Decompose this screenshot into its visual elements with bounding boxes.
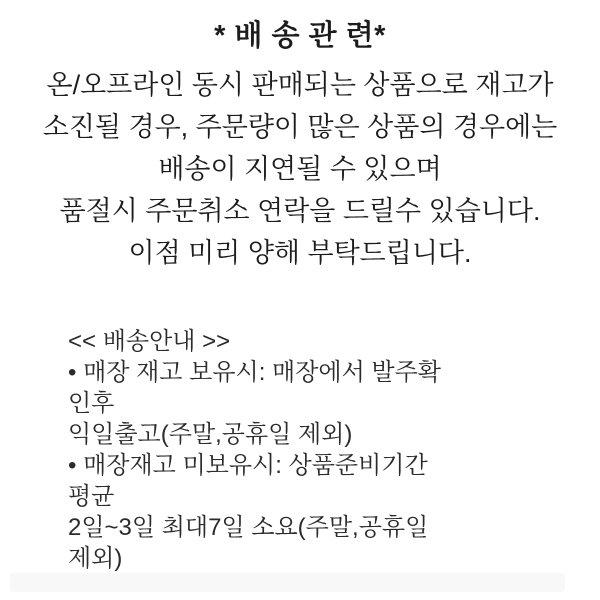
shipping-guide-section xyxy=(0,326,600,574)
notice-line: 온/오프라인 동시 판매되는 상품으로 재고가 xyxy=(46,70,554,100)
guide-line: 인후 xyxy=(68,390,115,417)
guide-line: 제외) xyxy=(68,545,123,572)
guide-line: • 매장재고 미보유시: 상품준비기간 xyxy=(68,452,428,479)
guide-line: 2일~3일 최대7일 소요(주말,공휴일 xyxy=(68,514,429,541)
notice-title: * 배 송 관 련* xyxy=(214,20,386,52)
shipping-notice-section xyxy=(0,0,600,274)
notice-line: 소진될 경우, 주문량이 많은 상품의 경우에는 xyxy=(42,112,558,142)
notice-line: 품절시 주문취소 연락을 드릴수 있습니다. xyxy=(59,196,541,226)
notice-line: 이점 미리 양해 부탁드립니다. xyxy=(128,238,472,268)
guide-line: • 매장 재고 보유시: 매장에서 발주확 xyxy=(68,359,441,386)
notice-body xyxy=(0,64,600,274)
notice-line: 배송이 지연될 수 있으며 xyxy=(158,154,442,184)
guide-heading: << 배송안내 >> xyxy=(68,328,231,355)
guide-line: 평균 xyxy=(68,483,115,510)
guide-line: 익일출고(주말,공휴일 제외) xyxy=(68,421,353,448)
divider-bar xyxy=(10,573,565,592)
